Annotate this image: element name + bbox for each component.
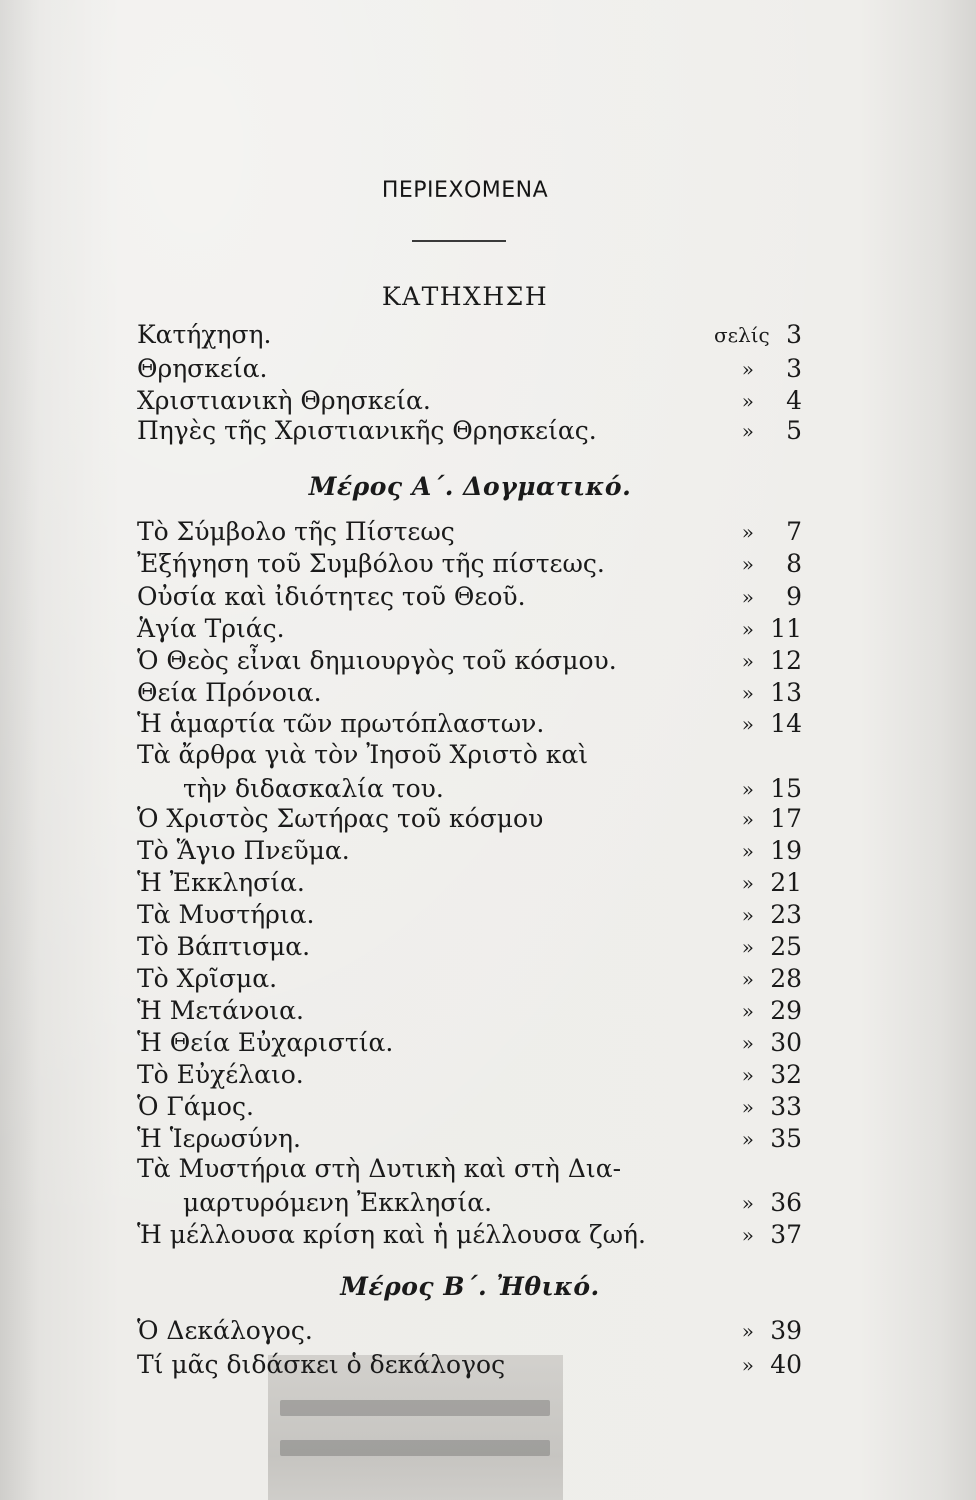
toc-entry <box>137 676 837 710</box>
toc-entry <box>137 1218 837 1252</box>
entry-page-number: 11 <box>770 614 802 643</box>
entry-page-number: 17 <box>770 804 802 833</box>
toc-entry <box>137 866 837 900</box>
page-title: ΠΕΡΙΕΧΟΜΕΝΑ <box>381 178 549 203</box>
entry-page-number: 40 <box>770 1350 802 1379</box>
entry-title-line: Τὰ ἄρθρα γιὰ τὸν Ἰησοῦ Χριστὸ καὶ <box>137 740 589 769</box>
toc-entry <box>137 898 837 932</box>
toc-entry <box>137 1122 837 1156</box>
toc-entry <box>137 1058 837 1092</box>
entry-page-number: 3 <box>786 354 802 383</box>
entry-title: Ὁ Γάμος. <box>137 1092 254 1121</box>
toc-entry <box>137 1348 837 1382</box>
entry-page-number: 19 <box>770 836 802 865</box>
toc-entry <box>137 707 837 741</box>
entry-title: Ὁ Δεκάλογος. <box>137 1316 313 1345</box>
entry-page-number: 36 <box>770 1188 802 1217</box>
toc-entry <box>137 580 837 614</box>
entry-ditto-mark: » <box>741 1353 754 1377</box>
toc-entry <box>137 547 837 581</box>
entry-page-number: 29 <box>770 996 802 1025</box>
entry-ditto-mark: » <box>741 1095 754 1119</box>
entry-title: Ἡ Ἱερωσύνη. <box>137 1124 301 1153</box>
toc-entry <box>137 515 837 549</box>
entry-page-number: 33 <box>770 1092 802 1121</box>
part-b-heading: Μέρος Β΄. Ἠθικό. <box>340 1272 600 1301</box>
entry-ditto-mark: » <box>741 552 754 576</box>
section-title: ΚΑΤΗΧΗΣΗ <box>381 282 549 311</box>
entry-ditto-mark: » <box>741 903 754 927</box>
entry-page-number: 4 <box>786 386 802 415</box>
entry-page-number: 9 <box>786 582 802 611</box>
entry-ditto-mark: » <box>741 617 754 641</box>
entry-title-continuation: τὴν διδασκαλία του. <box>183 774 444 803</box>
entry-title: Θρησκεία. <box>137 354 268 383</box>
entry-ditto-mark: » <box>741 357 754 381</box>
entry-ditto-mark: » <box>741 649 754 673</box>
entry-title: Ἡ ἁμαρτία τῶν πρωτόπλαστων. <box>137 709 545 738</box>
entry-page-number: 28 <box>770 964 802 993</box>
entry-page-label: σελίς <box>714 323 770 347</box>
entry-ditto-mark: » <box>741 681 754 705</box>
entry-title: Οὐσία καὶ ἰδιότητες τοῦ Θεοῦ. <box>137 582 526 611</box>
entry-page-number: 12 <box>770 646 802 675</box>
toc-entry <box>137 834 837 868</box>
entry-page-number: 7 <box>786 517 802 546</box>
entry-ditto-mark: » <box>741 1063 754 1087</box>
entry-page-number: 13 <box>770 678 802 707</box>
entry-ditto-mark: » <box>741 585 754 609</box>
entry-title <box>137 738 588 806</box>
entry-title: Ἡ μέλλουσα κρίση καὶ ἡ μέλλουσα ζωή. <box>137 1220 646 1249</box>
entry-page-number: 39 <box>770 1316 802 1345</box>
toc-entry <box>137 1152 837 1220</box>
entry-title: Χριστιανικὴ Θρησκεία. <box>137 386 431 415</box>
entry-page-number: 25 <box>770 932 802 961</box>
entry-title: Θεία Πρόνοια. <box>137 678 322 707</box>
entry-page-number: 15 <box>770 774 802 803</box>
entry-ditto-mark: » <box>741 1319 754 1343</box>
entry-ditto-mark: » <box>741 1127 754 1151</box>
toc-entry <box>137 384 837 418</box>
entry-title-line: Τὰ Μυστήρια στὴ Δυτικὴ καὶ στὴ Δια- <box>137 1154 622 1183</box>
entry-title: Τὰ Μυστήρια. <box>137 900 315 929</box>
toc-entry <box>137 962 837 996</box>
entry-ditto-mark: » <box>741 1223 754 1247</box>
toc-entry <box>137 1090 837 1124</box>
entry-title: Κατήχηση. <box>137 320 272 349</box>
part-a-heading: Μέρος Α΄. Δογματικό. <box>308 472 632 501</box>
entry-ditto-mark: » <box>741 1031 754 1055</box>
toc-entry <box>137 1026 837 1060</box>
entry-ditto-mark: » <box>741 520 754 544</box>
entry-title: Πηγὲς τῆς Χριστιανικῆς Θρησκείας. <box>137 416 597 445</box>
toc-entry <box>137 612 837 646</box>
toc-entry <box>137 644 837 678</box>
entry-page-number: 21 <box>770 868 802 897</box>
entry-ditto-mark: » <box>741 935 754 959</box>
entry-title: Τὸ Ἅγιο Πνεῦμα. <box>137 836 350 865</box>
entry-title: Τὸ Βάπτισμα. <box>137 932 311 961</box>
entry-title: Ὁ Χριστὸς Σωτήρας τοῦ κόσμου <box>137 804 544 833</box>
entry-page-number: 32 <box>770 1060 802 1089</box>
entry-title: Ὁ Θεὸς εἶναι δημιουργὸς τοῦ κόσμου. <box>137 646 617 675</box>
entry-title <box>137 1152 621 1220</box>
entry-title: Ἡ Θεία Εὐχαριστία. <box>137 1028 394 1057</box>
entry-ditto-mark: » <box>741 777 754 801</box>
stamp-mark <box>280 1400 550 1416</box>
entry-page-number: 5 <box>786 416 802 445</box>
entry-ditto-mark: » <box>741 419 754 443</box>
entry-title: Τὸ Χρῖσμα. <box>137 964 278 993</box>
entry-page-number: 30 <box>770 1028 802 1057</box>
entry-page-number: 3 <box>786 320 802 349</box>
entry-page-number: 23 <box>770 900 802 929</box>
entry-title-continuation: μαρτυρόμενη Ἐκκλησία. <box>183 1188 493 1217</box>
entry-title: Ἐξήγηση τοῦ Συμβόλου τῆς πίστεως. <box>137 549 605 578</box>
entry-title: Ἁγία Τριάς. <box>137 614 285 643</box>
entry-ditto-mark: » <box>741 389 754 413</box>
entry-ditto-mark: » <box>741 839 754 863</box>
entry-page-number: 37 <box>770 1220 802 1249</box>
entry-ditto-mark: » <box>741 1191 754 1215</box>
entry-title: Τί μᾶς διδάσκει ὁ δεκάλογος <box>137 1350 506 1379</box>
entry-page-number: 35 <box>770 1124 802 1153</box>
toc-entry <box>137 414 837 448</box>
entry-title: Τὸ Σύμβολο τῆς Πίστεως <box>137 517 455 546</box>
entry-ditto-mark: » <box>741 712 754 736</box>
toc-entry <box>137 802 837 836</box>
toc-entry <box>137 1314 837 1348</box>
toc-entry <box>137 738 837 806</box>
entry-title: Τὸ Εὐχέλαιο. <box>137 1060 304 1089</box>
entry-title: Ἡ Ἐκκλησία. <box>137 868 305 897</box>
entry-page-number: 8 <box>786 549 802 578</box>
toc-entry <box>137 994 837 1028</box>
entry-ditto-mark: » <box>741 999 754 1023</box>
title-divider <box>412 240 506 242</box>
entry-ditto-mark: » <box>741 871 754 895</box>
entry-ditto-mark: » <box>741 967 754 991</box>
stamp-mark <box>280 1440 550 1456</box>
entry-page-number: 14 <box>770 709 802 738</box>
entry-title: Ἡ Μετάνοια. <box>137 996 304 1025</box>
toc-entry <box>137 318 837 352</box>
toc-entry <box>137 352 837 386</box>
entry-ditto-mark: » <box>741 807 754 831</box>
toc-entry <box>137 930 837 964</box>
